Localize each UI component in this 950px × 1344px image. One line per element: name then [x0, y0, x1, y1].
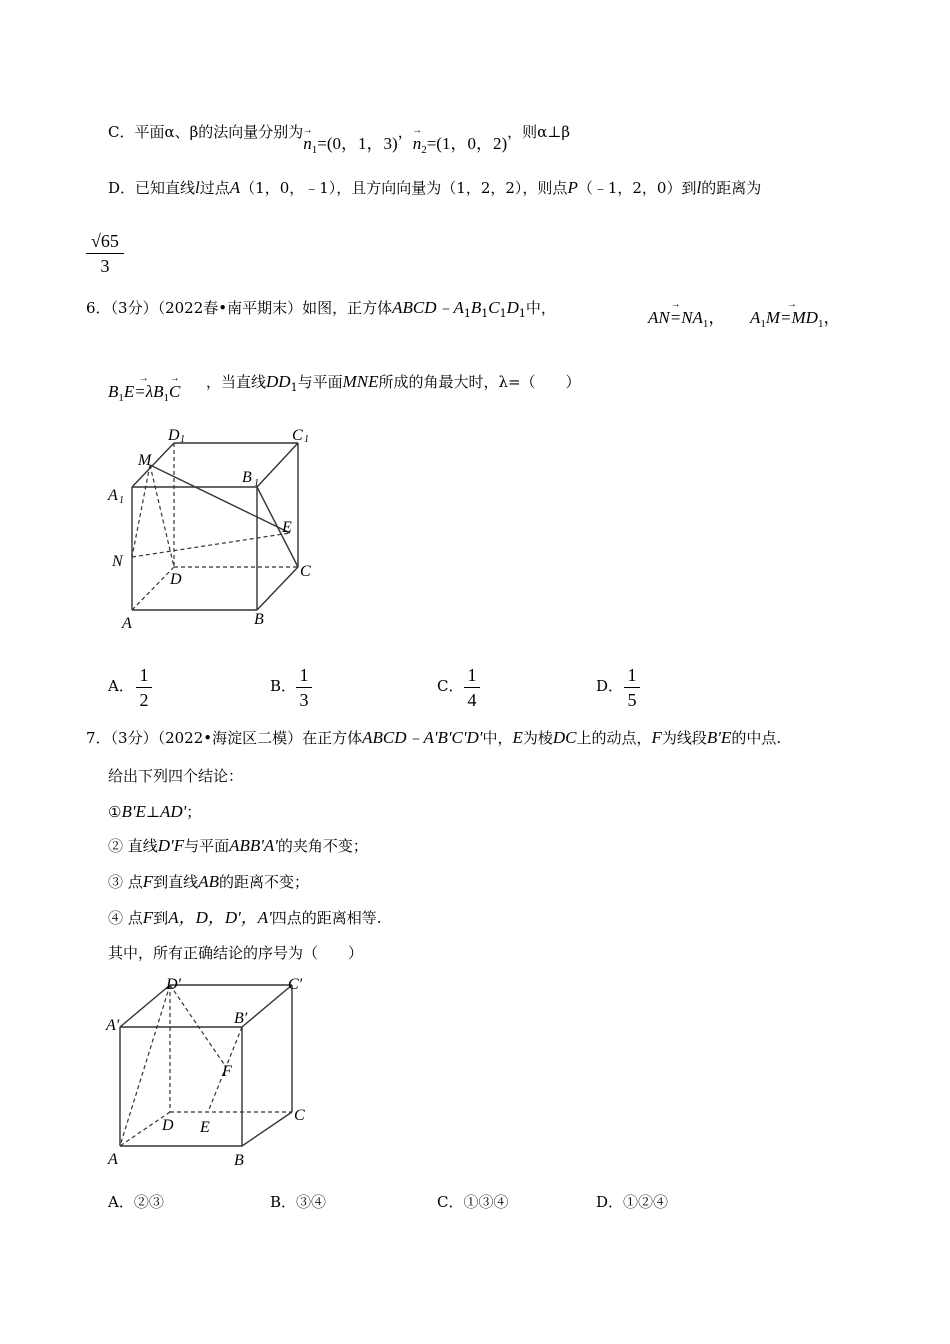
- q7-label-c: C: [294, 1107, 305, 1124]
- q7-line2: 给出下列四个结论：: [108, 767, 244, 785]
- q7-label-ap: A′: [106, 1017, 120, 1034]
- q6-option-a[interactable]: A．: [108, 677, 134, 695]
- q7-label-b: B: [234, 1152, 244, 1169]
- q7-conclusion-4: ④ 点F到A，D，D'，A'四点的距离相等.: [108, 908, 382, 927]
- q7-label-d: D: [162, 1117, 174, 1134]
- q6-option-c[interactable]: C．: [437, 677, 464, 695]
- q7-conclusion-3: ③ 点F到直线AB的距离不变；: [108, 872, 309, 891]
- q6-option-b[interactable]: B．: [270, 677, 297, 695]
- q7-cube-figure: [100, 970, 320, 1175]
- q7-option-a[interactable]: A．②③: [108, 1193, 164, 1211]
- q6-stem-line2: ，当直线$DD_1$与平面MNE所成的角最大时，λ=（ ）: [206, 372, 581, 394]
- q7-label-dp: D′: [166, 976, 182, 993]
- q5d-answer-fraction: √65 3: [86, 230, 124, 277]
- q6-option-b-fraction: 1 3: [296, 664, 312, 711]
- q6-label-c: C: [300, 563, 311, 580]
- q6-label-d: D: [170, 571, 182, 588]
- q7-label-e: E: [200, 1119, 210, 1136]
- q6-label-d1: D: [168, 427, 180, 444]
- q7-option-c[interactable]: C．①③④: [437, 1193, 509, 1211]
- q5-option-c: C．平面α、β的法向量分别为→ $n_1=(0$，1，3)，→ $n_2=(1$，0，2)，则α⊥β: [108, 122, 570, 148]
- q7-label-a: A: [108, 1151, 118, 1168]
- q7-ask: 其中，所有正确结论的序号为（ ）: [108, 944, 364, 962]
- q5c-n2: → $n_2=(1$，0，2): [413, 134, 507, 153]
- q6-label-a: A: [122, 615, 132, 632]
- svg-text:1: 1: [254, 478, 259, 489]
- q6-cube-figure: [100, 420, 330, 635]
- q5-option-d: D．已知直线l过点A（1，0，﹣1），且方向向量为（1，2，2），则点P（﹣1，2，0）到l的距离为: [108, 178, 762, 197]
- q6-label-b: B: [254, 611, 264, 628]
- svg-text:1: 1: [119, 495, 124, 506]
- q7-label-cp: C′: [288, 976, 303, 993]
- q6-vector-eq1: → $AN=NA_1$，: [648, 308, 725, 334]
- svg-text:1: 1: [180, 434, 185, 445]
- q7-conclusion-1: ①B'E⊥AD'；: [108, 802, 202, 821]
- svg-text:1: 1: [304, 434, 309, 445]
- q5c-n1: → $n_1=(0$，1，3): [303, 134, 397, 153]
- q5c-suffix: 则α⊥β: [522, 123, 571, 141]
- q6-option-c-fraction: 1 4: [464, 664, 480, 711]
- q6-stem: 6．（3分）（2022春•南平期末）如图，正方体$ABCD﹣A_1B_1C_1D_1$中，: [86, 298, 556, 320]
- q7-option-b[interactable]: B．③④: [270, 1193, 327, 1211]
- q6-vector-eq3: $B_1\to E=\lambda B_1\to C$: [108, 382, 180, 408]
- q6-label-n: N: [112, 553, 123, 570]
- q7-label-bp: B′: [234, 1010, 248, 1027]
- q6-label-a1: A: [108, 487, 118, 504]
- q5c-prefix: C．平面α、β的法向量分别为: [108, 123, 304, 141]
- q6-label-m: M: [138, 452, 152, 469]
- q6-label-c1: C: [292, 427, 303, 444]
- q7-conclusion-2: ② 直线D'F与平面ABB'A'的夹角不变；: [108, 836, 368, 855]
- q7-option-d[interactable]: D．①②④: [596, 1193, 669, 1211]
- q7-label-f: F: [222, 1063, 232, 1080]
- q6-option-d-fraction: 1 5: [624, 664, 640, 711]
- q7-stem: 7．（3分）（2022•海淀区二模）在正方体ABCD﹣A'B'C'D'中，E为棱DC上的动点，F为线段B'E的中点.: [86, 728, 782, 747]
- q6-option-a-fraction: 1 2: [136, 664, 152, 711]
- q6-vector-eq2: $A_1\to M=MD_1$，: [750, 308, 840, 334]
- q6-option-d[interactable]: D．: [596, 677, 624, 695]
- q6-label-b1: B: [242, 469, 252, 486]
- q6-label-e: E: [282, 519, 292, 536]
